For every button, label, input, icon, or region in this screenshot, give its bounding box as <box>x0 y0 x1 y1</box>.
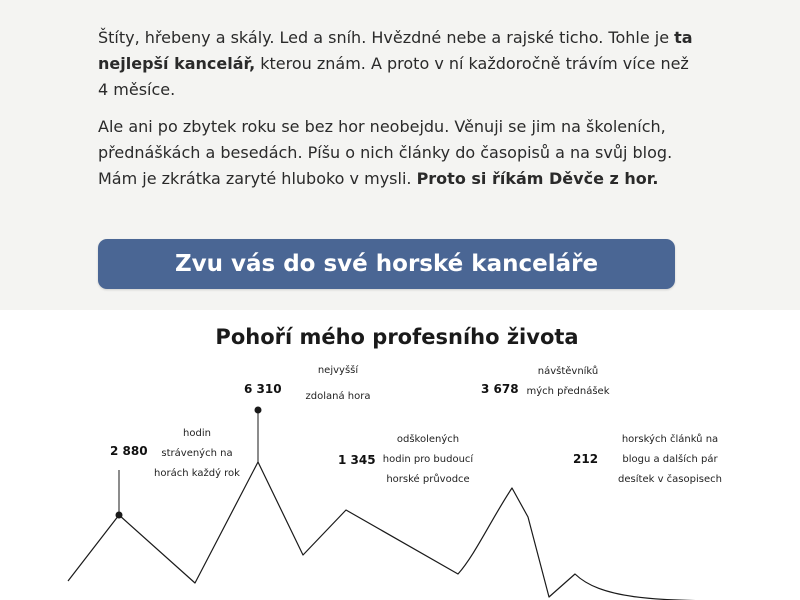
stat-description-line: horských článků na <box>621 434 719 445</box>
stat-description-line: mých přednášek <box>526 386 610 397</box>
marker-dot-2 <box>255 407 262 414</box>
stat-value: 1 345 <box>338 453 376 467</box>
stat-description <box>150 424 244 484</box>
stat-value: 6 310 <box>244 382 282 396</box>
stat-value: 2 880 <box>110 444 148 458</box>
infographic-title: Pohoří mého profesního života <box>215 325 579 349</box>
mountain-infographic <box>0 310 800 600</box>
stat-description-line: horské průvodce <box>386 474 470 485</box>
stat-description <box>522 362 614 402</box>
intro-text: kterou znám. A proto v ní každoročně trávím více než 4 měsíce. <box>98 54 689 99</box>
stat-description <box>298 361 378 407</box>
intro-text: Štíty, hřebeny a skály. Led a sníh. Hvězdné nebe a rajské ticho. Tohle je <box>98 28 675 47</box>
intro-paragraph-1 <box>98 25 698 103</box>
stat-description <box>378 430 478 490</box>
stat-description-line: horách každý rok <box>154 468 240 479</box>
stat-description-line: odškolených <box>396 434 460 445</box>
stat-value: 3 678 <box>481 382 519 396</box>
intro-bold-text: ta nejlepší kancelář, <box>98 28 693 73</box>
stat-description-line: desítek v časopisech <box>618 474 722 485</box>
stat-description-line: zdolaná hora <box>305 391 371 402</box>
stat-description-line: hodin <box>183 428 211 439</box>
stat-description-line: nejvyšší <box>317 365 359 376</box>
stat-description-line: návštěvníků <box>537 366 599 377</box>
intro-text: Ale ani po zbytek roku se bez hor neobejdu. Věnuji se jim na školeních, přednáškách a besedách. Píšu o nich články do časopisů a na svůj blog. Mám je zkrátka zaryté hluboko v mysli. <box>98 117 673 188</box>
stat-description-line: hodin pro budoucí <box>382 454 474 465</box>
cta-button[interactable]: Zvu vás do své horské kanceláře <box>98 239 675 289</box>
marker-dot-1 <box>116 512 123 519</box>
intro-bold-text: Proto si říkám Děvče z hor. <box>416 169 659 188</box>
stat-description-line: blogu a dalších pár <box>622 454 718 465</box>
intro-paragraph-2 <box>98 114 698 192</box>
stat-description <box>612 430 728 490</box>
stat-value: 212 <box>573 452 599 466</box>
stat-description-line: strávených na <box>161 448 233 459</box>
